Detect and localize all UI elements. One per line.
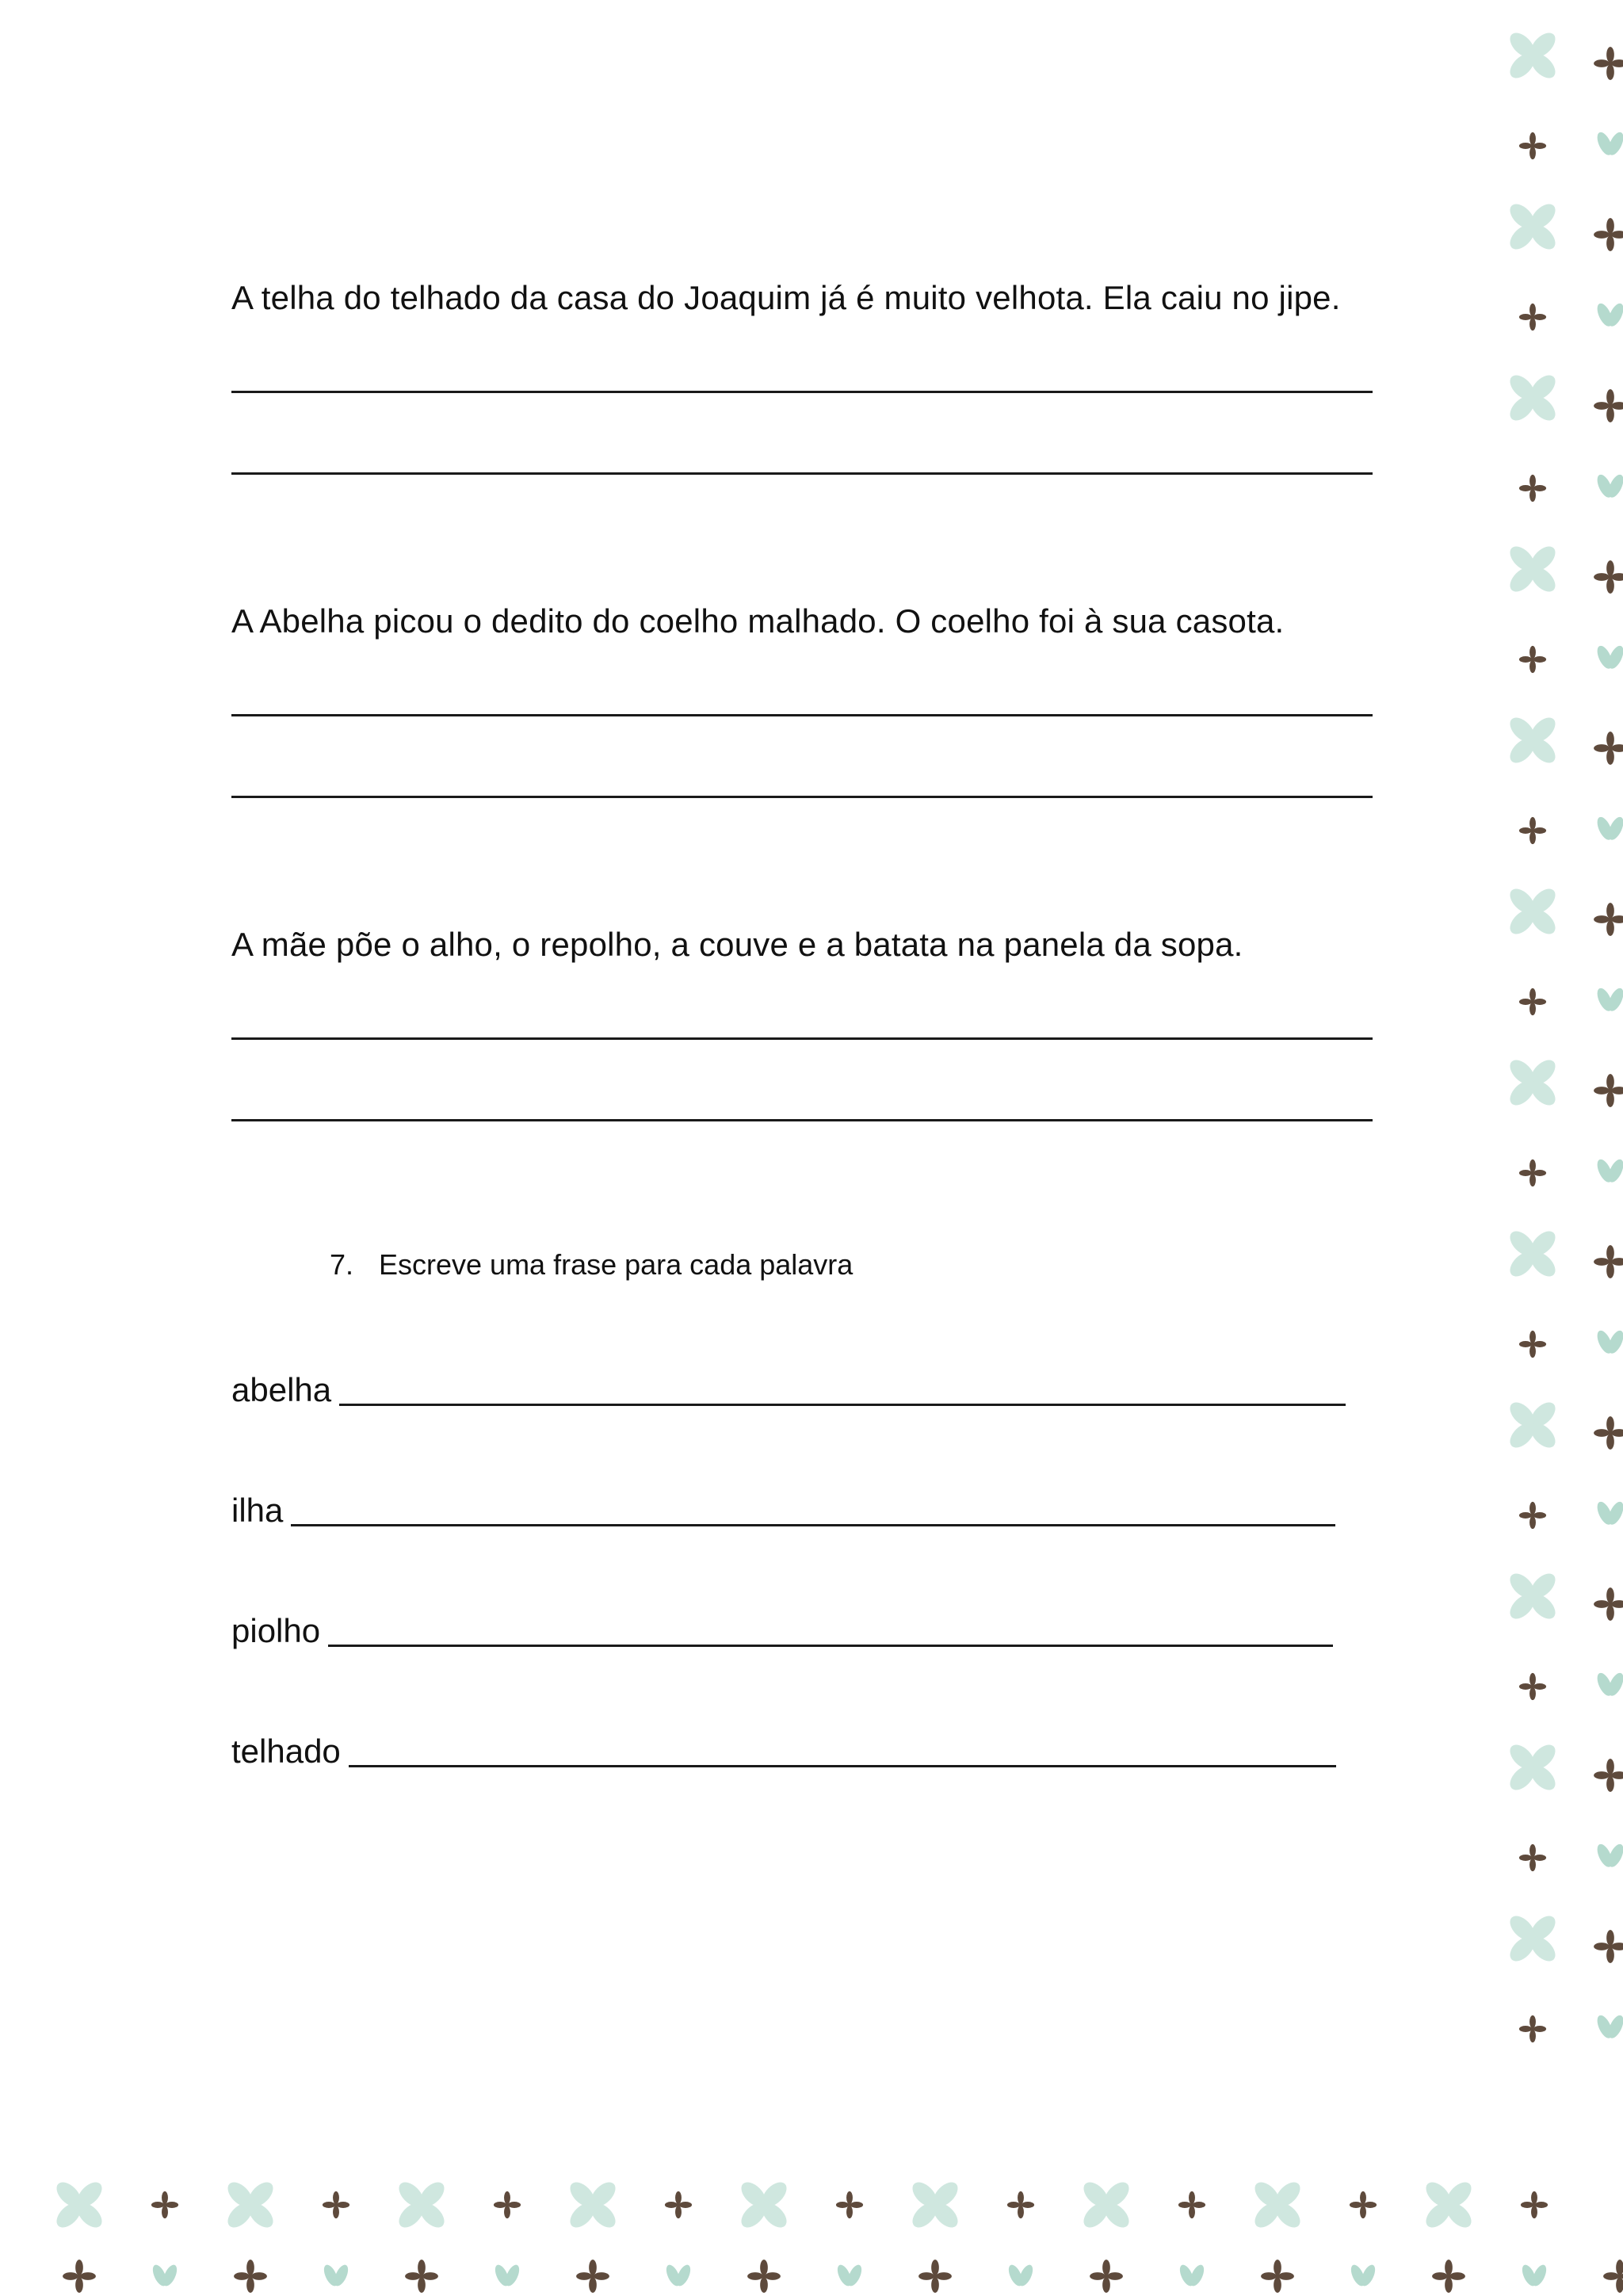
flower-icon xyxy=(1519,1673,1546,1700)
writing-line[interactable] xyxy=(231,472,1373,475)
flower-icon xyxy=(1519,475,1546,502)
leaf-icon xyxy=(321,2263,350,2288)
flower-icon xyxy=(1506,1227,1560,1281)
flower-icon xyxy=(1594,1759,1623,1792)
flower-icon xyxy=(1178,2191,1205,2218)
leaf-icon xyxy=(1594,1842,1623,1869)
flower-icon xyxy=(1594,1416,1623,1450)
sentence-2: A Abelha picou o dedito do coelho malhado. O coelho foi à sua casota. xyxy=(231,602,1285,640)
leaf-icon xyxy=(492,2263,521,2288)
flower-icon xyxy=(1506,542,1560,596)
flower-icon xyxy=(1519,132,1546,159)
flower-icon xyxy=(1432,2260,1465,2293)
writing-line[interactable] xyxy=(231,1119,1373,1121)
sentence-3: A mãe põe o alho, o repolho, a couve e a batata na panela da sopa. xyxy=(231,926,1243,963)
flower-icon xyxy=(1603,2260,1623,2293)
decorative-border-bottom xyxy=(0,2172,1623,2296)
flower-icon xyxy=(1506,1056,1560,1110)
flower-icon xyxy=(1519,1502,1546,1529)
flower-icon xyxy=(665,2191,692,2218)
writing-line[interactable] xyxy=(291,1524,1335,1526)
flower-icon xyxy=(1594,560,1623,594)
word-label: ilha xyxy=(231,1492,284,1529)
leaf-icon xyxy=(1594,2013,1623,2040)
flower-icon xyxy=(151,2191,178,2218)
flower-icon xyxy=(576,2260,609,2293)
sentence-1: A telha do telhado da casa do Joaquim já é muito velhota. Ela caiu no jipe. xyxy=(231,279,1341,316)
flower-icon xyxy=(405,2260,438,2293)
flower-icon xyxy=(1506,371,1560,425)
flower-icon xyxy=(395,2178,449,2232)
leaf-icon xyxy=(1594,986,1623,1013)
flower-icon xyxy=(1519,1844,1546,1871)
writing-line[interactable] xyxy=(231,796,1373,798)
flower-icon xyxy=(1594,1074,1623,1107)
flower-icon xyxy=(1594,47,1623,80)
flower-icon xyxy=(737,2178,791,2232)
writing-line[interactable] xyxy=(231,391,1373,393)
word-row-ilha xyxy=(231,1485,1335,1533)
decorative-border-right xyxy=(1498,0,1623,2187)
word-label: piolho xyxy=(231,1612,321,1649)
flower-icon xyxy=(1506,884,1560,938)
flower-icon xyxy=(1506,1569,1560,1623)
leaf-icon xyxy=(1348,2263,1377,2288)
flower-icon xyxy=(223,2178,277,2232)
flower-icon xyxy=(1594,732,1623,765)
flower-icon xyxy=(1594,1587,1623,1621)
leaf-icon xyxy=(834,2263,864,2288)
flower-icon xyxy=(63,2260,96,2293)
flower-icon xyxy=(1519,1159,1546,1186)
leaf-icon xyxy=(1594,1328,1623,1355)
flower-icon xyxy=(1090,2260,1123,2293)
flower-icon xyxy=(836,2191,863,2218)
leaf-icon xyxy=(1594,301,1623,328)
flower-icon xyxy=(1521,2191,1548,2218)
flower-icon xyxy=(1594,218,1623,251)
leaf-icon xyxy=(1177,2263,1206,2288)
flower-icon xyxy=(1519,646,1546,673)
leaf-icon xyxy=(1594,1671,1623,1698)
flower-icon xyxy=(1594,1245,1623,1278)
flower-icon xyxy=(1519,2015,1546,2042)
flower-icon xyxy=(1594,903,1623,936)
exercise-number: 7. xyxy=(330,1248,354,1281)
word-row-abelha xyxy=(231,1365,1346,1412)
leaf-icon xyxy=(1594,644,1623,670)
flower-icon xyxy=(747,2260,781,2293)
flower-icon xyxy=(1506,200,1560,254)
leaf-icon xyxy=(1594,815,1623,842)
flower-icon xyxy=(1506,29,1560,82)
flower-icon xyxy=(1506,1912,1560,1966)
flower-icon xyxy=(1506,1740,1560,1794)
exercise-instruction: Escreve uma frase para cada palavra xyxy=(379,1248,854,1281)
leaf-icon xyxy=(150,2263,179,2288)
flower-icon xyxy=(1422,2178,1476,2232)
flower-icon xyxy=(1251,2178,1304,2232)
flower-icon xyxy=(1506,1398,1560,1452)
flower-icon xyxy=(1594,389,1623,422)
flower-icon xyxy=(1079,2178,1133,2232)
exercise-7-heading xyxy=(330,1246,853,1284)
writing-line[interactable] xyxy=(339,1404,1346,1406)
flower-icon xyxy=(323,2191,349,2218)
leaf-icon xyxy=(1519,2263,1549,2288)
leaf-icon xyxy=(663,2263,693,2288)
flower-icon xyxy=(918,2260,952,2293)
word-label: abelha xyxy=(231,1371,332,1408)
leaf-icon xyxy=(1594,1157,1623,1184)
writing-line[interactable] xyxy=(328,1645,1333,1647)
flower-icon xyxy=(1506,713,1560,767)
word-label: telhado xyxy=(231,1733,341,1770)
flower-icon xyxy=(1350,2191,1377,2218)
writing-line[interactable] xyxy=(231,1037,1373,1040)
flower-icon xyxy=(1261,2260,1294,2293)
flower-icon xyxy=(908,2178,962,2232)
flower-icon xyxy=(52,2178,106,2232)
leaf-icon xyxy=(1006,2263,1035,2288)
flower-icon xyxy=(494,2191,521,2218)
word-row-piolho xyxy=(231,1606,1333,1653)
word-row-telhado xyxy=(231,1726,1336,1774)
flower-icon xyxy=(234,2260,267,2293)
leaf-icon xyxy=(1594,472,1623,499)
flower-icon xyxy=(1594,1930,1623,1963)
flower-icon xyxy=(1519,817,1546,844)
leaf-icon xyxy=(1594,130,1623,157)
writing-line[interactable] xyxy=(231,714,1373,716)
flower-icon xyxy=(1519,988,1546,1015)
flower-icon xyxy=(1519,1331,1546,1358)
flower-icon xyxy=(1519,304,1546,330)
writing-line[interactable] xyxy=(349,1765,1336,1767)
flower-icon xyxy=(566,2178,620,2232)
flower-icon xyxy=(1007,2191,1034,2218)
leaf-icon xyxy=(1594,1499,1623,1526)
